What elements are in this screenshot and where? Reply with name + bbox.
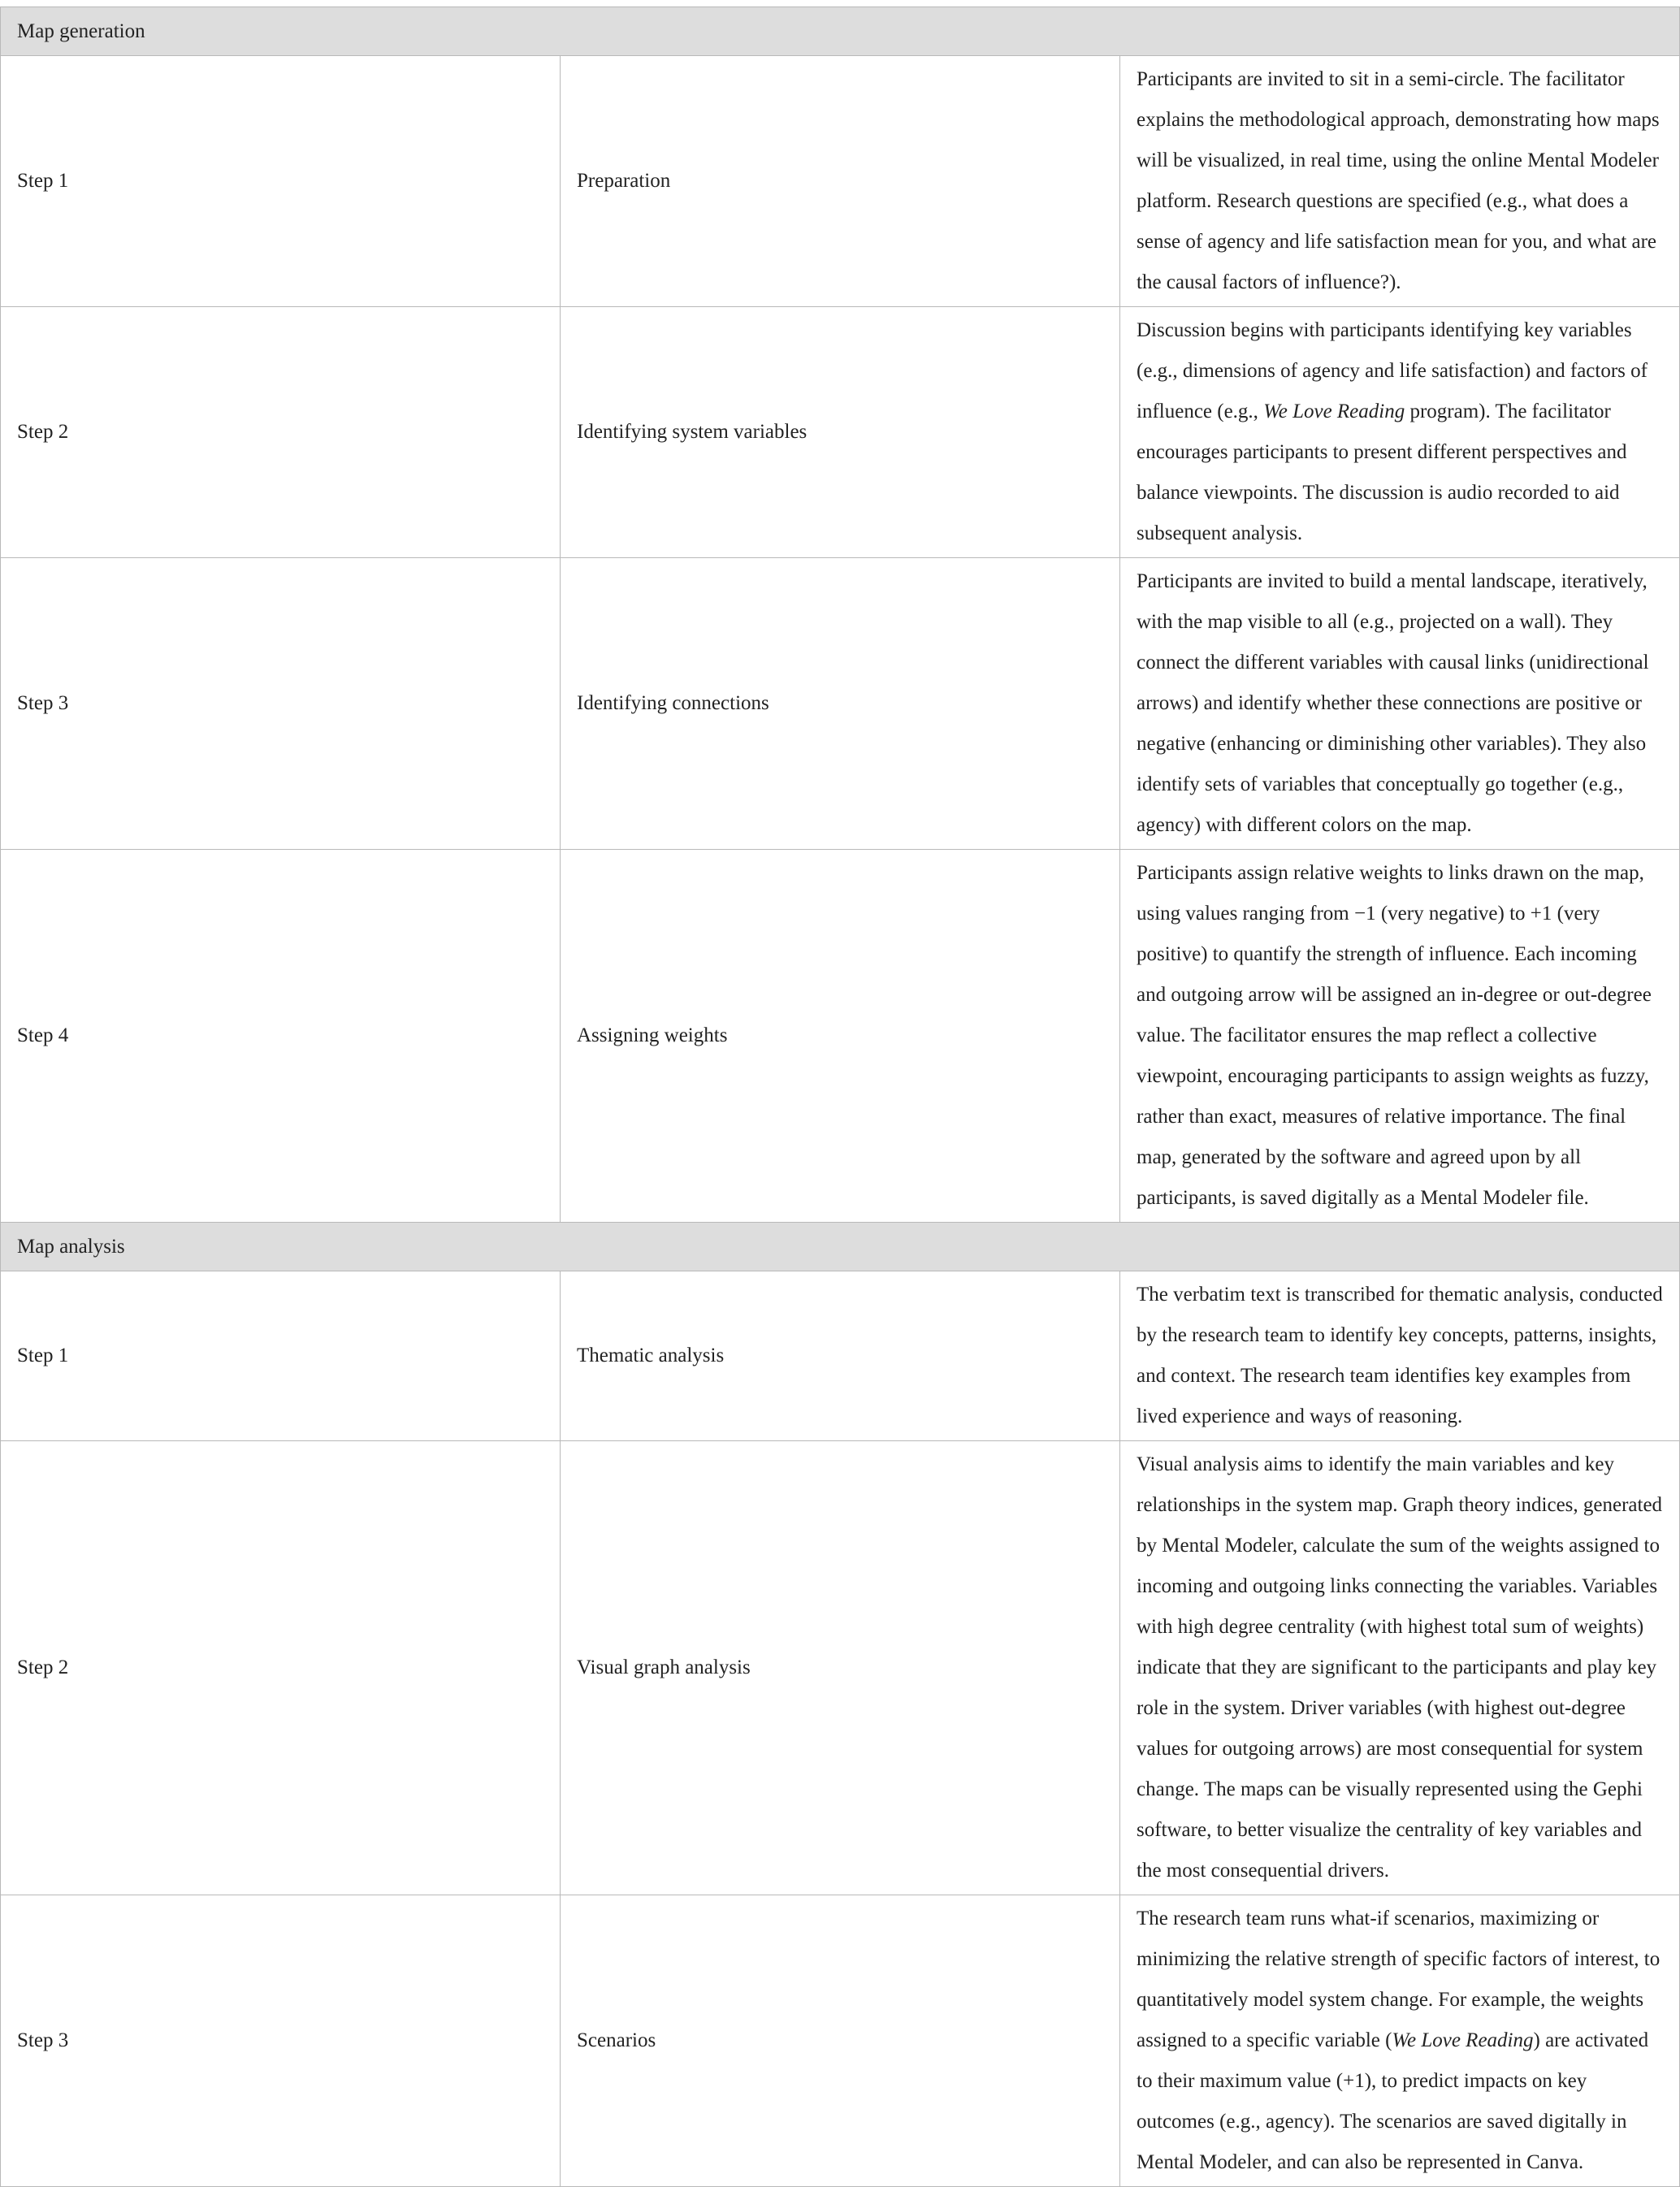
section-header-row [1, 1223, 1680, 1271]
description-text: Participants assign relative weights to links drawn on the map, using values ranging from −1 (very negative) to +1 (very positive) to quantify the strength of influence. Each incoming and outgoing arrow will be assigned an in-degree or out-degree value. The facilitator ensures the map reflect a collective viewpoint, encouraging participants to assign weights as fuzzy, rather than exact, measures of relative importance. The final map, generated by the software and agreed upon by all participants, is saved digitally as a Mental Modeler file. [1137, 862, 1652, 1209]
step-name-cell: Identifying system variables [561, 307, 1120, 558]
step-description-cell [1120, 558, 1680, 850]
table-row [1, 307, 1680, 558]
step-cell: Step 4 [1, 850, 561, 1223]
step-name-cell: Identifying connections [561, 558, 1120, 850]
description-text: The verbatim text is transcribed for thematic analysis, conducted by the research team to identify key concepts, patterns, insights, and context. The research team identifies key examples from lived experience and ways of reasoning. [1137, 1284, 1663, 1427]
step-name-cell: Scenarios [561, 1895, 1120, 2187]
section-title: Map analysis [1, 1223, 1680, 1271]
step-cell: Step 1 [1, 1271, 561, 1441]
table-row [1, 1271, 1680, 1441]
section-title: Map generation [1, 7, 1680, 56]
step-name-cell: Assigning weights [561, 850, 1120, 1223]
description-text: Discussion begins with participants identifying key variables (e.g., dimensions of agency and life satisfaction) and factors of influence (e.g., [1137, 319, 1648, 422]
description-text: ) are activated to their maximum value (+1), to predict impacts on key outcomes (e.g., agency). The scenarios are saved digitally in Mental Modeler, and can also be represented in Canva. [1137, 2029, 1649, 2173]
step-cell: Step 3 [1, 558, 561, 850]
step-cell: Step 2 [1, 307, 561, 558]
step-cell: Step 1 [1, 56, 561, 307]
step-description-cell [1120, 56, 1680, 307]
methodology-table [0, 6, 1680, 2187]
description-text: The research team runs what-if scenarios, maximizing or minimizing the relative strength of specific factors of interest, to quantitatively model system change. For example, the weights assigned to a specific variable ( [1137, 1908, 1661, 2051]
step-cell: Step 2 [1, 1441, 561, 1895]
step-cell: Step 3 [1, 1895, 561, 2187]
section-header-row [1, 7, 1680, 56]
table-row [1, 850, 1680, 1223]
step-name-cell: Thematic analysis [561, 1271, 1120, 1441]
table-row [1, 558, 1680, 850]
step-description-cell [1120, 1271, 1680, 1441]
description-text: Participants are invited to sit in a semi-circle. The facilitator explains the methodological approach, demonstrating how maps will be visualized, in real time, using the online Mental Modeler platform. Research questions are specified (e.g., what does a sense of agency and life satisfaction mean for you, and what are the causal factors of influence?). [1137, 68, 1660, 293]
step-description-cell [1120, 1895, 1680, 2187]
table-row [1, 1441, 1680, 1895]
program-name-italic: We Love Reading [1392, 2029, 1534, 2051]
description-text: Visual analysis aims to identify the main variables and key relationships in the system map. Graph theory indices, generated by Mental Modeler, calculate the sum of the weights assigned to incoming and outgoing links connecting the variables. Variables with high degree centrality (with highest total sum of weights) indicate that they are significant to the participants and play key role in the system. Driver variables (with highest out-degree values for outgoing arrows) are most consequential for system change. The maps can be visually represented using the Gephi software, to better visualize the centrality of key variables and the most consequential drivers. [1137, 1453, 1663, 1882]
table-row [1, 56, 1680, 307]
description-text: Participants are invited to build a mental landscape, iteratively, with the map visible to all (e.g., projected on a wall). They connect the different variables with causal links (unidirectional arrows) and identify whether these connections are positive or negative (enhancing or diminishing other variables). They also identify sets of variables that conceptually go together (e.g., agency) with different colors on the map. [1137, 570, 1649, 836]
step-name-cell: Preparation [561, 56, 1120, 307]
step-description-cell [1120, 1441, 1680, 1895]
table-wrapper [0, 6, 1680, 2187]
step-description-cell [1120, 307, 1680, 558]
description-text: program). The facilitator encourages participants to present different perspectives and balance viewpoints. The discussion is audio recorded to aid subsequent analysis. [1137, 401, 1627, 544]
table-row [1, 1895, 1680, 2187]
step-name-cell: Visual graph analysis [561, 1441, 1120, 1895]
program-name-italic: We Love Reading [1263, 401, 1405, 422]
step-description-cell [1120, 850, 1680, 1223]
